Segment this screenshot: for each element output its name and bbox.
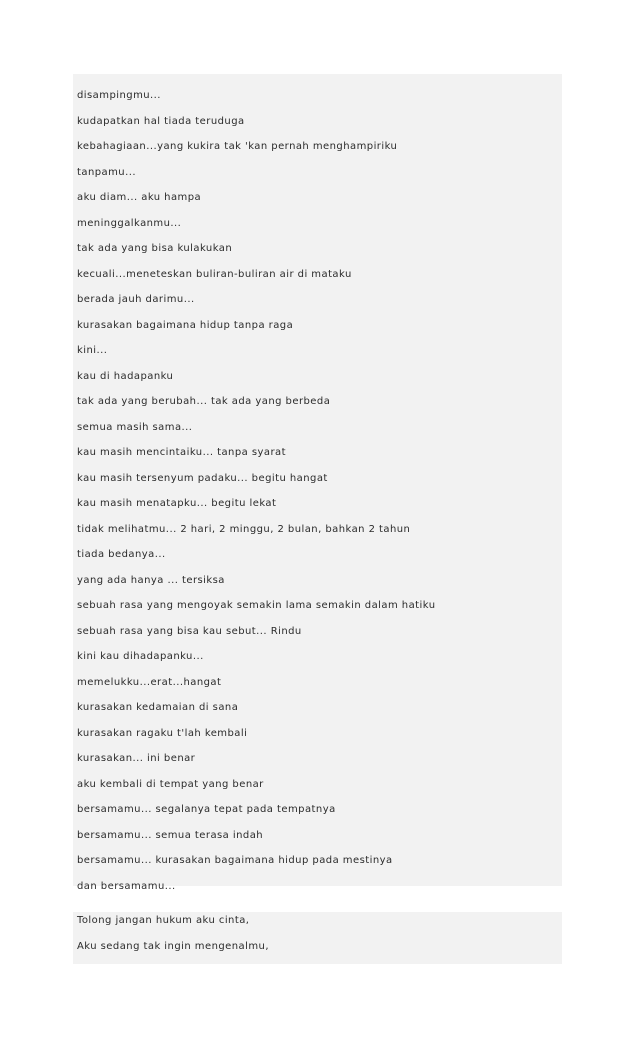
poem-line: tidak melihatmu... 2 hari, 2 minggu, 2 bulan, bahkan 2 tahun [77,523,411,535]
poem-line: yang ada hanya ... tersiksa [77,574,225,586]
poem-block [73,74,562,892]
poem-line: kudapatkan hal tiada teruduga [77,115,245,127]
poem-line: sebuah rasa yang bisa kau sebut... Rindu [77,625,302,637]
poem-line: tak ada yang berubah... tak ada yang berbeda [77,396,331,407]
poem-line: tak ada yang bisa kulakukan [77,243,233,254]
poem-line: kecuali...meneteskan buliran-buliran air di mataku [77,268,352,280]
poem-line: berada jauh darimu... [77,294,195,305]
poem-line: sebuah rasa yang mengoyak semakin lama semakin dalam hatiku [77,600,436,611]
poem-line: dan bersamamu... [77,880,176,892]
poem-line: kurasakan kedamaian di sana [77,702,239,713]
poem-line: kebahagiaan...yang kukira tak 'kan pernah menghampiriku [77,141,398,152]
poem-line: memelukku...erat...hangat [77,676,222,688]
poem-line: kini... [77,345,108,356]
poem-line: meninggalkanmu... [77,217,182,229]
poem-line: kau di hadapanku [77,370,174,382]
poem-line: kurasakan bagaimana hidup tanpa raga [77,319,294,331]
poem-line: aku diam... aku hampa [77,192,202,203]
poem-line: tanpamu... [77,166,136,178]
poem-line: kurasakan ragaku t'lah kembali [77,727,248,739]
note-line: Aku sedang tak ingin mengenalmu, [77,940,269,952]
poem-line: kau masih menatapku... begitu lekat [77,498,277,509]
poem-line: disampingmu... [77,90,161,101]
poem-line: kurasakan... ini benar [77,753,196,764]
poem-line: bersamamu... semua terasa indah [77,829,264,841]
poem-line: tiada bedanya... [77,549,166,560]
poem-line: kini kau dihadapanku... [77,651,204,662]
note-block [73,912,562,964]
poem-line: aku kembali di tempat yang benar [77,778,264,790]
poem-line: kau masih mencintaiku... tanpa syarat [77,447,286,458]
poem-line: bersamamu... segalanya tepat pada tempatnya [77,804,336,815]
note-line: Tolong jangan hukum aku cinta, [77,915,250,926]
poem-line: semua masih sama... [77,421,193,433]
poem-line: bersamamu... kurasakan bagaimana hidup pada mestinya [77,855,393,866]
poem-line: kau masih tersenyum padaku... begitu hangat [77,472,328,484]
